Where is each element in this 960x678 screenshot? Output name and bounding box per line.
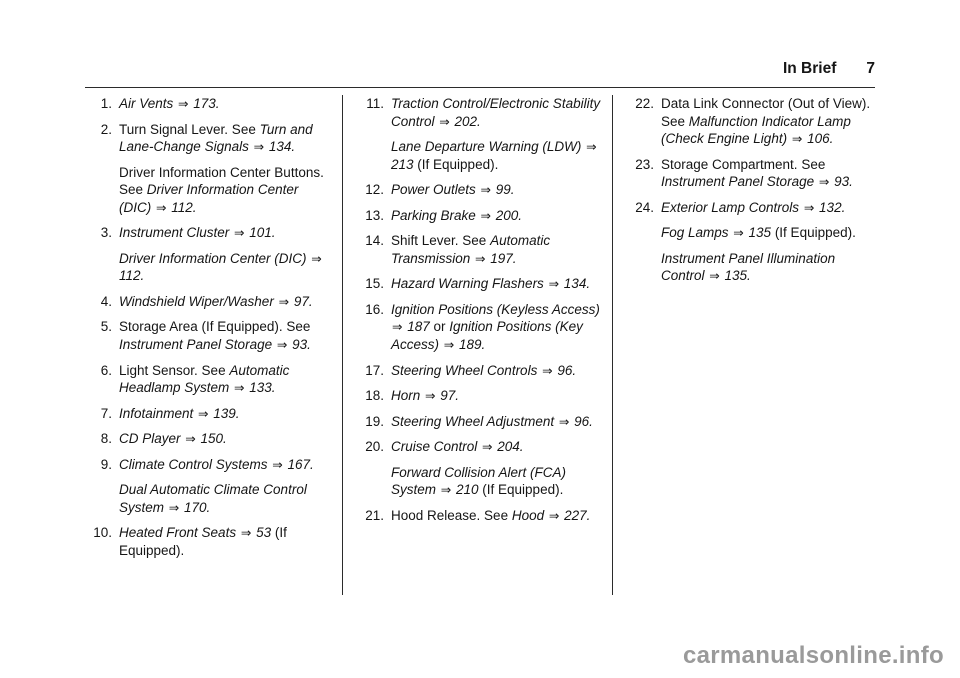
watermark: carmanualsonline.info <box>682 642 944 669</box>
item-paragraph <box>661 199 875 217</box>
item-paragraph <box>119 164 333 217</box>
text-run: Light Sensor. See <box>119 362 230 378</box>
text-run: Infotainment <box>119 405 198 421</box>
item-paragraph <box>391 138 605 173</box>
page-header <box>85 60 875 88</box>
item-number: 23. <box>635 156 654 172</box>
item-number: 18. <box>365 388 384 404</box>
list-item <box>85 95 333 113</box>
page-ref-icon: ⇒ <box>475 251 486 266</box>
page-ref-icon: ⇒ <box>425 389 436 404</box>
item-number: 16. <box>365 301 384 317</box>
page-ref-icon: ⇒ <box>240 526 252 541</box>
page-ref-icon: ⇒ <box>311 251 322 266</box>
item-body <box>119 224 333 285</box>
item-number: 19. <box>365 413 384 429</box>
item-paragraph <box>391 181 605 199</box>
section-title: In Brief <box>782 60 837 77</box>
item-number: 9. <box>100 456 112 472</box>
text-run: Automatic Headlamp System <box>119 362 290 396</box>
item-number: 15. <box>365 276 384 292</box>
text-run: 210 <box>452 482 479 498</box>
item-body <box>391 387 605 405</box>
item-number: 2. <box>100 121 112 137</box>
text-run: 53 <box>252 525 272 541</box>
text-run: 112. <box>119 268 145 284</box>
page-ref-icon: ⇒ <box>482 440 493 455</box>
page-number: 7 <box>866 60 875 77</box>
item-paragraph <box>391 275 605 293</box>
text-run: Traction Control/Electronic Stability Control <box>391 96 601 129</box>
item-body <box>119 430 333 448</box>
list-item <box>357 275 605 293</box>
item-paragraph <box>119 481 333 516</box>
item-paragraph <box>661 224 875 242</box>
text-run: Parking Brake <box>391 207 480 223</box>
item-body <box>119 95 333 113</box>
list-item <box>85 405 333 423</box>
item-number: 14. <box>365 233 384 249</box>
text-run: Hood <box>511 507 548 523</box>
list-item <box>357 507 605 525</box>
text-run: Data Link Connector (Out of View). See <box>661 96 871 129</box>
item-paragraph <box>119 95 333 113</box>
text-run: 93. <box>288 337 311 353</box>
item-number: 3. <box>100 225 112 241</box>
text-run: 96. <box>553 362 577 378</box>
page-ref-icon: ⇒ <box>234 226 245 241</box>
item-paragraph <box>119 224 333 242</box>
text-run: 189. <box>455 337 486 353</box>
page-ref-icon: ⇒ <box>548 508 560 523</box>
item-paragraph <box>391 413 605 431</box>
item-body <box>119 405 333 423</box>
manual-page <box>85 60 875 595</box>
item-number: 11. <box>366 96 384 111</box>
text-run: Shift Lever. See <box>391 233 491 249</box>
text-run: 150. <box>196 431 227 447</box>
item-paragraph <box>119 362 333 397</box>
list-item <box>627 199 875 285</box>
text-run: 204. <box>493 439 524 455</box>
item-number: 12. <box>365 182 384 198</box>
text-run: 200. <box>492 207 523 223</box>
text-run: 97. <box>436 388 460 404</box>
list-item <box>357 95 605 173</box>
item-number: 4. <box>100 293 112 309</box>
list-item <box>357 438 605 499</box>
item-number: 24. <box>635 199 654 215</box>
list-item <box>357 232 605 267</box>
list-item <box>85 318 333 353</box>
text-run: Turn and Lane-Change Signals <box>119 121 313 155</box>
item-body <box>119 293 333 311</box>
item-paragraph <box>119 293 333 311</box>
text-run: or <box>429 319 450 335</box>
item-paragraph <box>391 95 605 130</box>
item-body <box>391 181 605 199</box>
item-body <box>119 456 333 517</box>
page-ref-icon: ⇒ <box>278 294 290 309</box>
item-body <box>391 362 605 380</box>
item-paragraph <box>391 438 605 456</box>
text-run: Lane Departure Warning (LDW) <box>391 139 586 155</box>
text-run: 97. <box>290 293 313 309</box>
list-item <box>85 121 333 217</box>
text-run: 167. <box>283 456 314 472</box>
list-item <box>357 301 605 354</box>
text-run: Driver Information Center Buttons. See <box>119 164 324 198</box>
page-ref-icon: ⇒ <box>156 200 167 215</box>
text-run: Turn Signal Lever. See <box>119 121 260 137</box>
item-paragraph <box>391 207 605 225</box>
list-item <box>85 524 333 559</box>
page-ref-icon: ⇒ <box>480 208 492 223</box>
text-run: 93. <box>830 174 853 190</box>
page-ref-icon: ⇒ <box>439 114 450 129</box>
item-number: 5. <box>100 319 112 335</box>
text-run: 139. <box>209 405 240 421</box>
item-paragraph <box>119 524 333 559</box>
text-run: Climate Control Systems <box>119 456 272 472</box>
page-ref-icon: ⇒ <box>709 269 720 284</box>
item-number: 8. <box>100 431 112 447</box>
page-ref-icon: ⇒ <box>276 338 288 353</box>
text-run: 202. <box>450 113 481 129</box>
item-number: 10. <box>93 525 112 541</box>
text-run: Driver Information Center (DIC) <box>119 250 311 266</box>
item-body <box>391 413 605 431</box>
page-ref-icon: ⇒ <box>548 277 560 292</box>
text-run: Fog Lamps <box>661 225 733 241</box>
item-number: 20. <box>365 439 384 455</box>
list-item <box>357 387 605 405</box>
item-body <box>119 362 333 397</box>
text-run: 133. <box>245 380 276 396</box>
item-body <box>119 121 333 217</box>
text-run: Instrument Panel Storage <box>119 337 276 353</box>
item-paragraph <box>391 387 605 405</box>
item-paragraph <box>119 250 333 285</box>
page-ref-icon: ⇒ <box>178 97 189 111</box>
text-run: 101. <box>245 225 276 241</box>
page-ref-icon: ⇒ <box>253 140 265 155</box>
item-paragraph <box>391 507 605 525</box>
text-run: Heated Front Seats <box>119 525 240 541</box>
text-run: Steering Wheel Controls <box>391 362 542 378</box>
item-paragraph <box>391 301 605 354</box>
item-body <box>391 301 605 354</box>
list-item <box>357 207 605 225</box>
page-ref-icon: ⇒ <box>392 320 403 335</box>
text-run: Instrument Panel Storage <box>661 174 818 190</box>
item-paragraph <box>661 95 875 148</box>
item-body <box>391 207 605 225</box>
text-run: 197. <box>486 250 517 266</box>
column-2 <box>343 95 613 595</box>
page-ref-icon: ⇒ <box>733 226 744 241</box>
text-run: 227. <box>560 507 591 523</box>
page-ref-icon: ⇒ <box>234 381 245 396</box>
text-run: Instrument Cluster <box>119 225 234 241</box>
item-paragraph <box>661 156 875 191</box>
text-run: 135 <box>744 225 772 241</box>
item-paragraph <box>119 456 333 474</box>
text-run: Cruise Control <box>391 439 482 455</box>
columns-container <box>85 95 875 595</box>
page-ref-icon: ⇒ <box>542 363 553 378</box>
list-item <box>357 181 605 199</box>
item-paragraph <box>661 250 875 285</box>
item-number: 7. <box>100 405 112 421</box>
text-run: Steering Wheel Adjustment <box>391 413 558 429</box>
text-run: Storage Compartment. See <box>661 156 826 172</box>
text-run: Horn <box>391 388 425 404</box>
item-body <box>391 275 605 293</box>
page-ref-icon: ⇒ <box>168 500 180 515</box>
item-paragraph <box>391 464 605 499</box>
text-run: 134. <box>560 276 591 292</box>
item-paragraph <box>391 232 605 267</box>
list-item <box>627 95 875 148</box>
item-number: 22. <box>635 96 654 111</box>
text-run: 106. <box>803 131 834 147</box>
item-paragraph <box>119 405 333 423</box>
text-run: Dual Automatic Climate Control System <box>119 482 307 515</box>
page-ref-icon: ⇒ <box>791 132 803 147</box>
text-run: 135. <box>720 268 751 284</box>
item-body <box>119 318 333 353</box>
item-body <box>391 438 605 499</box>
text-run: 112. <box>167 199 197 215</box>
item-number: 13. <box>365 207 384 223</box>
list-item <box>85 362 333 397</box>
text-run: Driver Information Center (DIC) <box>119 182 299 215</box>
item-body <box>391 95 605 173</box>
text-run: 132. <box>815 199 846 215</box>
item-paragraph <box>119 430 333 448</box>
item-paragraph <box>119 318 333 353</box>
list-item <box>85 224 333 285</box>
page-ref-icon: ⇒ <box>480 183 492 198</box>
page-ref-icon: ⇒ <box>443 338 455 353</box>
text-run: CD Player <box>119 431 185 447</box>
text-run: Air Vents <box>119 96 178 111</box>
text-run: 96. <box>570 413 593 429</box>
list-item <box>357 362 605 380</box>
text-run: Power Outlets <box>391 182 480 198</box>
text-run: (If Equipped). <box>413 156 499 172</box>
page-ref-icon: ⇒ <box>185 432 196 447</box>
item-body <box>661 199 875 285</box>
column-1 <box>85 95 343 595</box>
page-ref-icon: ⇒ <box>440 483 452 498</box>
list-item <box>85 293 333 311</box>
text-run: Ignition Positions (Keyless Access) <box>391 301 600 317</box>
text-run: Exterior Lamp Controls <box>661 199 803 215</box>
text-run: 170. <box>180 499 211 515</box>
item-body <box>661 156 875 191</box>
text-run: 99. <box>492 182 515 198</box>
item-number: 1. <box>100 96 112 111</box>
page-ref-icon: ⇒ <box>803 200 815 215</box>
item-body <box>119 524 333 559</box>
text-run: (If Equipped). <box>119 525 287 558</box>
page-ref-icon: ⇒ <box>586 140 597 155</box>
text-run: Instrument Panel Illumination Control <box>661 250 836 284</box>
item-number: 21. <box>365 507 384 523</box>
page-ref-icon: ⇒ <box>558 414 570 429</box>
text-run: Hood Release. See <box>391 507 512 523</box>
item-body <box>391 232 605 267</box>
text-run: Storage Area (If Equipped). See <box>119 319 311 335</box>
list-item <box>85 456 333 517</box>
text-run: (If Equipped). <box>771 225 856 241</box>
page-ref-icon: ⇒ <box>272 457 283 472</box>
text-run: Hazard Warning Flashers <box>391 276 548 292</box>
text-run: Windshield Wiper/Washer <box>119 293 278 309</box>
text-run: Automatic Transmission <box>391 233 551 266</box>
text-run: Malfunction Indicator Lamp (Check Engine Light) <box>661 113 851 147</box>
text-run: Forward Collision Alert (FCA) System <box>391 464 567 498</box>
item-number: 6. <box>100 362 112 378</box>
list-item <box>627 156 875 191</box>
item-paragraph <box>391 362 605 380</box>
item-paragraph <box>119 121 333 156</box>
text-run: 173. <box>189 96 220 111</box>
column-3 <box>613 95 875 595</box>
text-run: 187 <box>403 319 430 335</box>
page-ref-icon: ⇒ <box>818 175 830 190</box>
list-item <box>85 430 333 448</box>
text-run: 134. <box>265 139 296 155</box>
item-body <box>661 95 875 148</box>
item-body <box>391 507 605 525</box>
item-number: 17. <box>365 362 384 378</box>
text-run: (If Equipped). <box>478 482 564 498</box>
list-item <box>357 413 605 431</box>
text-run: 213 <box>391 156 414 172</box>
text-run: Ignition Positions (Key Access) <box>391 319 583 353</box>
page-ref-icon: ⇒ <box>198 406 209 421</box>
